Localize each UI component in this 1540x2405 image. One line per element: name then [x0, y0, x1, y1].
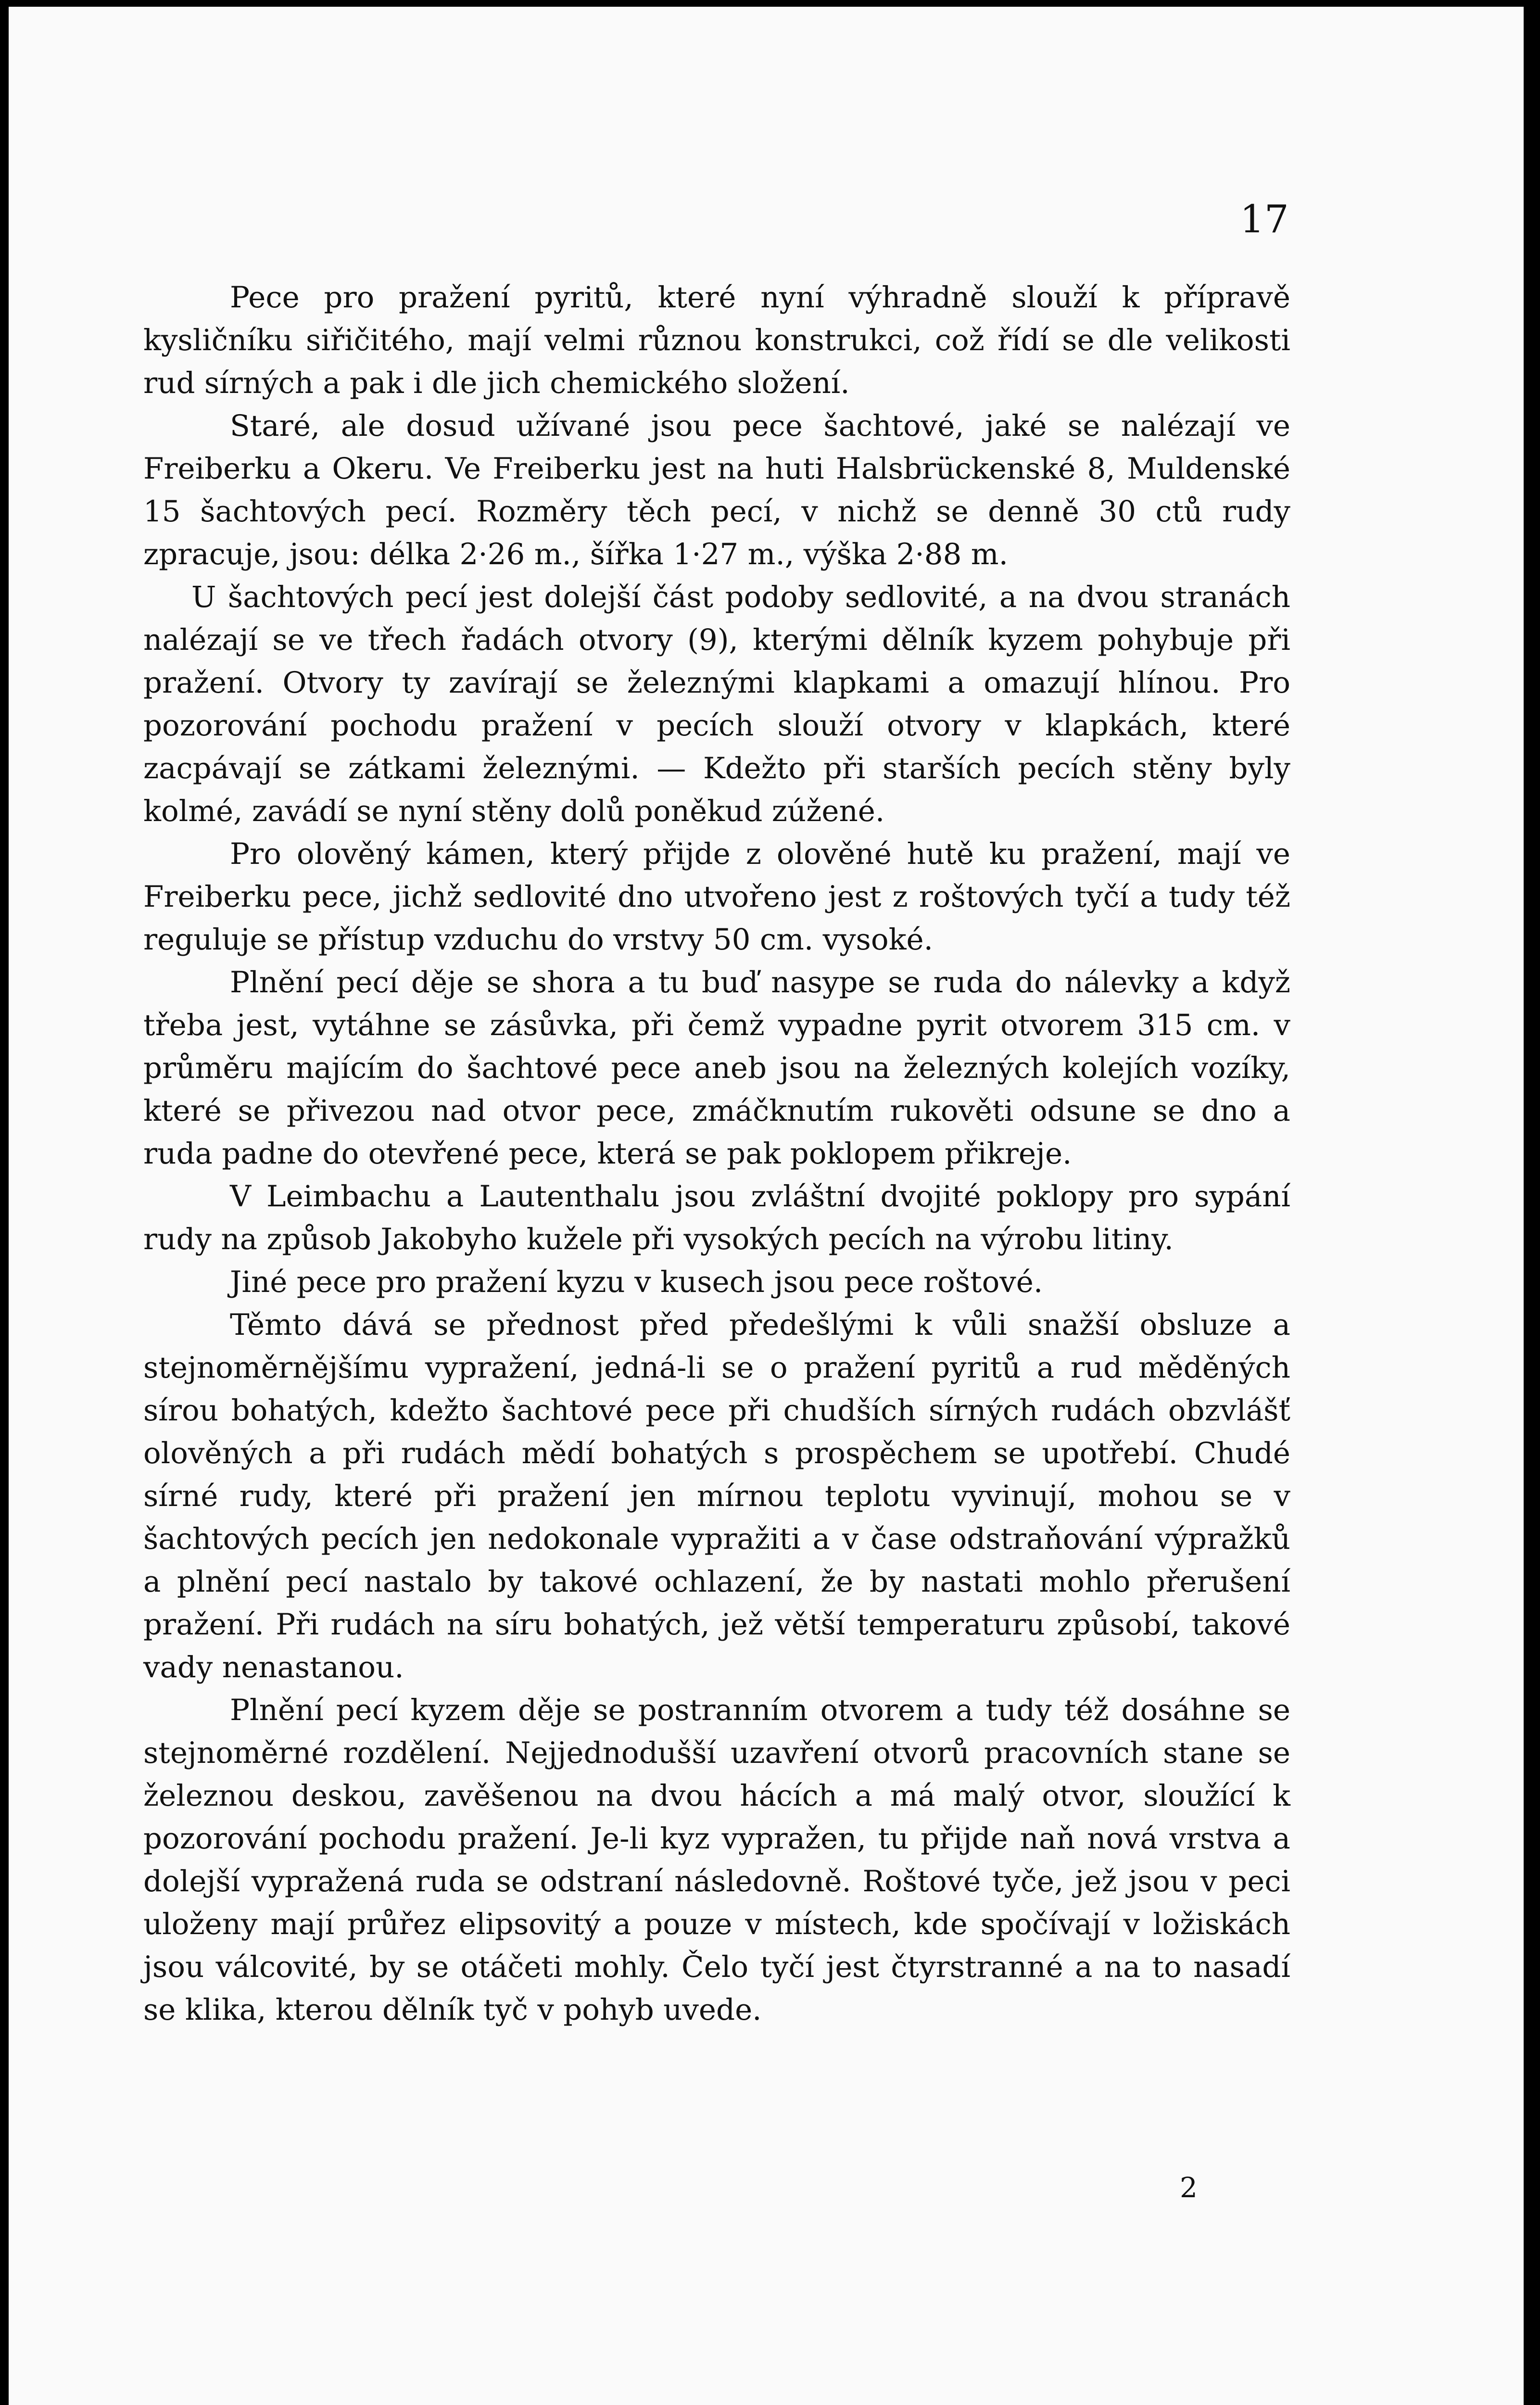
paragraph: Těmto dává se přednost před předešlými k vůli snažší obsluze a stejnoměrnějšímu vypražení, jedná-li se o pražení pyritů a rud měděných sírou bohatých, kdežto šachtové pece při chudších sírných rudách obzvlášť olověných a při rudách mědí bohatých s prospěchem se upotřebí. Chudé sírné rudy, které při pražení jen mírnou teplotu vyvinují, mohou se v šachtových pecích jen nedokonale vypražiti a v čase odstraňování výpražků a plnění pecí nastalo by takové ochlazení, že by nastati mohlo přerušení pražení. Při rudách na síru bohatých, jež větší temperaturu způsobí, takové vady nenastanou.: [143, 1308, 1290, 1684]
page-number: 17: [1240, 197, 1289, 241]
paragraph: Pro olověný kámen, který přijde z olověné hutě ku pražení, mají ve Freiberku pece, jichž sedlovité dno utvořeno jest z roštových tyčí a tudy též reguluje se přístup vzduchu do vrstvy 50 cm. vysoké.: [143, 837, 1290, 957]
paragraph: Jiné pece pro pražení kyzu v kusech jsou pece roštové.: [230, 1265, 1043, 1299]
signature-mark: 2: [1180, 2171, 1198, 2204]
paragraph: V Leimbachu a Lautenthalu jsou zvláštní dvojité poklopy pro sypání rudy na způsob Jakobyho kužele při vysokých pecích na výrobu litiny.: [143, 1179, 1290, 1256]
body-text: [143, 276, 1290, 2031]
paragraph: U šachtových pecí jest dolejší část podoby sedlovité, a na dvou stranách nalézají se ve třech řadách otvory (9), kterými dělník kyzem pohybuje při pražení. Otvory ty zavírají se železnými klapkami a omazují hlínou. Pro pozorování pochodu pražení v pecích slouží otvory v klapkách, které zacpávají se zátkami železnými. — Kdežto při starších pecích stěny byly kolmé, zavádí se nyní stěny dolů poněkud zúžené.: [143, 580, 1290, 828]
paragraph: Plnění pecí kyzem děje se postranním otvorem a tudy též dosáhne se stejnoměrné rozdělení. Nejjednodušší uzavření otvorů pracovních stane se železnou deskou, zavěšenou na dvou hácích a má malý otvor, sloužící k pozorování pochodu pražení. Je-li kyz vypražen, tu přijde naň nová vrstva a dolejší vypražená ruda se odstraní následovně. Roštové tyče, jež jsou v peci uloženy mají průřez elipsovitý a pouze v místech, kde spočívají v ložiskách jsou válcovité, by se otáčeti mohly. Čelo tyčí jest čtyrstranné a na to nasadí se klika, kterou dělník tyč v pohyb uvede.: [143, 1693, 1290, 2027]
paragraph: Staré, ale dosud užívané jsou pece šachtové, jaké se nalézají ve Freiberku a Okeru. Ve Freiberku jest na huti Halsbrückenské 8, Muldenské 15 šachtových pecí. Rozměry těch pecí, v nichž se denně 30 ctů rudy zpracuje, jsou: délka 2·26 m., šířka 1·27 m., výška 2·88 m.: [143, 409, 1290, 571]
book-page: [9, 7, 1524, 2405]
paragraph: Plnění pecí děje se shora a tu buď nasype se ruda do nálevky a když třeba jest, vytáhne se zásůvka, při čemž vypadne pyrit otvorem 315 cm. v průměru majícím do šachtové pece aneb jsou na železných kolejích vozíky, které se přivezou nad otvor pece, zmáčknutím rukověti odsune se dno a ruda padne do otevřené pece, která se pak poklopem přikreje.: [143, 965, 1290, 1171]
paragraph: Pece pro pražení pyritů, které nyní výhradně slouží k přípravě kysličníku siřičitého, mají velmi různou konstrukci, což řídí se dle velikosti rud sírných a pak i dle jich chemického složení.: [143, 280, 1290, 400]
